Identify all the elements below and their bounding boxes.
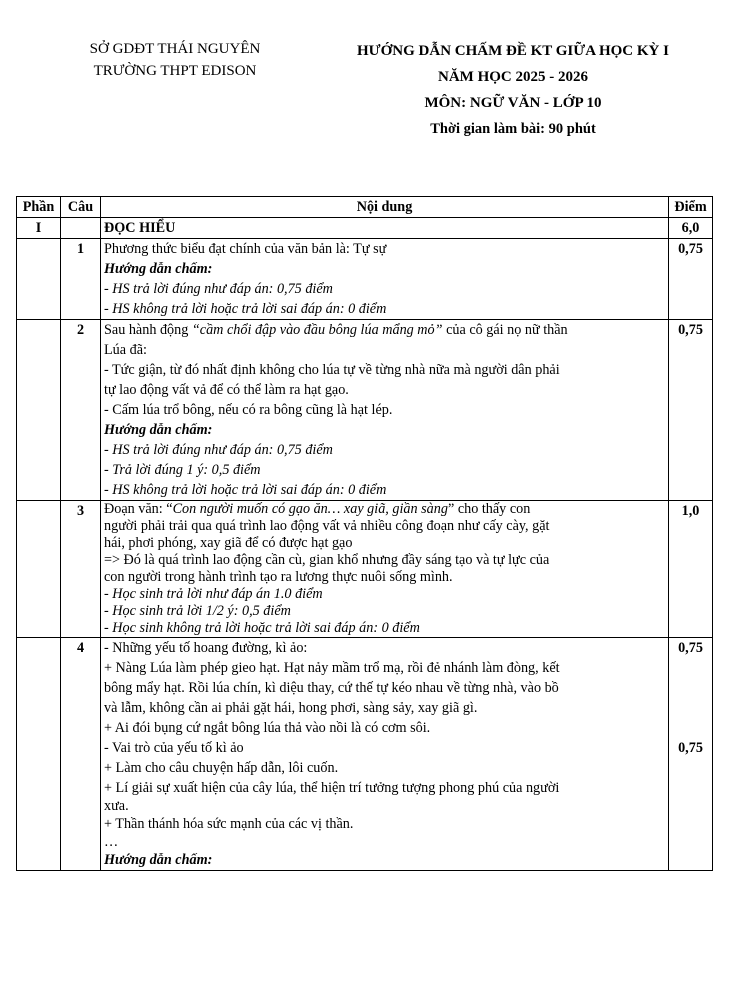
section-row	[17, 218, 713, 239]
answer-text: bông mẩy hạt. Rồi lúa chín, kì diệu thay, cứ thế tự kéo nhau về từng nhà, vào bồ	[104, 680, 559, 696]
question-number: 3	[61, 501, 101, 638]
question-score	[669, 638, 713, 871]
question-score: 1,0	[669, 501, 713, 638]
question-content	[101, 320, 669, 501]
guide-label: Hướng dẫn chấm:	[104, 261, 213, 277]
question-content	[101, 239, 669, 320]
question-content	[101, 638, 669, 871]
score-part-1: 0,75	[678, 640, 703, 656]
guide-item: - HS không trả lời hoặc trả lời sai đáp án: 0 điểm	[104, 482, 387, 498]
answer-text: + Lí giải sự xuất hiện của cây lúa, thể hiện trí tưởng tượng phong phú của người	[104, 780, 560, 796]
title-line-1: HƯỚNG DẪN CHẤM ĐỀ KT GIỮA HỌC KỲ I	[357, 43, 669, 59]
part-empty	[17, 501, 61, 638]
answer-text: => Đó là quá trình lao động cần cù, gian khổ nhưng đầy sáng tạo và tự lực của	[104, 552, 550, 568]
school-header	[60, 38, 290, 82]
section-score: 6,0	[669, 218, 713, 239]
guide-label: Hướng dẫn chấm:	[104, 422, 213, 438]
section-title: ĐỌC HIỂU	[101, 218, 669, 239]
guide-item: - HS trả lời đúng như đáp án: 0,75 điểm	[104, 281, 333, 297]
question-number: 4	[61, 638, 101, 871]
intro-continuation: Lúa đã:	[104, 342, 147, 358]
part-empty	[17, 638, 61, 871]
table-header-row	[17, 197, 713, 218]
guide-label: Hướng dẫn chấm:	[104, 852, 213, 868]
header-score: Điểm	[669, 197, 713, 218]
part-empty	[17, 320, 61, 501]
document-title	[318, 38, 708, 142]
part-empty	[17, 239, 61, 320]
answer-text: Phương thức biểu đạt chính của văn bản là: Tự sự	[104, 241, 387, 257]
guide-item: - Học sinh không trả lời hoặc trả lời sai đáp án: 0 điểm	[104, 620, 420, 636]
answer-text: - Tức giận, từ đó nhất định không cho lúa tự về từng nhà nữa mà người dân phải	[104, 362, 560, 378]
answer-heading: - Vai trò của yếu tố kì ảo	[104, 740, 244, 756]
table-row	[17, 501, 713, 638]
table-row	[17, 320, 713, 501]
intro-text: của cô gái nọ nữ thần	[442, 322, 568, 338]
intro-text: Đoạn văn: “	[104, 501, 173, 517]
guide-item: - Học sinh trả lời như đáp án 1.0 điểm	[104, 586, 323, 602]
question-intro	[104, 501, 665, 518]
header-content: Nội dung	[101, 197, 669, 218]
answer-text: + Ai đói bụng cứ ngắt bông lúa thả vào nồi là có cơm sôi.	[104, 720, 431, 736]
ellipsis: …	[104, 834, 119, 850]
header-question: Câu	[61, 197, 101, 218]
org-line-1: SỞ GDĐT THÁI NGUYÊN	[89, 41, 261, 57]
header-part: Phần	[17, 197, 61, 218]
question-number: 2	[61, 320, 101, 501]
answer-text: và lẫm, không cần ai phải gặt hái, hong phơi, sàng sảy, xay giã gì.	[104, 700, 478, 716]
question-intro	[104, 320, 665, 340]
answer-text: người phải trải qua quá trình lao động vất vả nhiều công đoạn như cấy cày, gặt	[104, 518, 550, 534]
intro-quote: “cầm chổi đập vào đầu bông lúa mẩng mỏ”	[191, 322, 443, 338]
intro-text: Sau hành động	[104, 322, 192, 338]
score-part-2: 0,75	[678, 740, 703, 756]
guide-item: - Học sinh trả lời 1/2 ý: 0,5 điểm	[104, 603, 291, 619]
answer-text: + Làm cho câu chuyện hấp dẫn, lôi cuốn.	[104, 760, 339, 776]
title-line-3: MÔN: NGỮ VĂN - LỚP 10	[424, 95, 602, 111]
guide-item: - HS không trả lời hoặc trả lời sai đáp án: 0 điểm	[104, 301, 387, 317]
question-number: 1	[61, 239, 101, 320]
intro-text: ” cho thấy con	[447, 501, 531, 517]
section-part: I	[17, 218, 61, 239]
org-line-2: TRƯỜNG THPT EDISON	[93, 63, 257, 79]
guide-item: - HS trả lời đúng như đáp án: 0,75 điểm	[104, 442, 333, 458]
answer-text: + Nàng Lúa làm phép gieo hạt. Hạt nảy mầm trổ mạ, rồi đẻ nhánh làm đòng, kết	[104, 660, 560, 676]
question-score: 0,75	[669, 320, 713, 501]
answer-text: xưa.	[104, 798, 129, 814]
answer-heading: - Những yếu tố hoang đường, kì ảo:	[104, 640, 308, 656]
table-row	[17, 239, 713, 320]
answer-text: hái, phơi phóng, xay giã để có được hạt gạo	[104, 535, 353, 551]
title-line-2: NĂM HỌC 2025 - 2026	[438, 69, 588, 85]
answer-text: con người trong hành trình tạo ra lương thực nuôi sống mình.	[104, 569, 453, 585]
question-score: 0,75	[669, 239, 713, 320]
answer-text: + Thần thánh hóa sức mạnh của các vị thần.	[104, 816, 354, 832]
answer-text: - Cấm lúa trổ bông, nếu có ra bông cũng là hạt lép.	[104, 402, 393, 418]
guide-item: - Trả lời đúng 1 ý: 0,5 điểm	[104, 462, 261, 478]
intro-quote: Con người muốn có gạo ăn… xay giã, giần sàng	[172, 501, 448, 517]
title-line-4: Thời gian làm bài: 90 phút	[430, 121, 596, 137]
section-question-empty	[61, 218, 101, 239]
table-row	[17, 638, 713, 871]
grading-table	[16, 196, 713, 871]
answer-text: tự lao động vất vả để có thể làm ra hạt gạo.	[104, 382, 349, 398]
question-content	[101, 501, 669, 638]
